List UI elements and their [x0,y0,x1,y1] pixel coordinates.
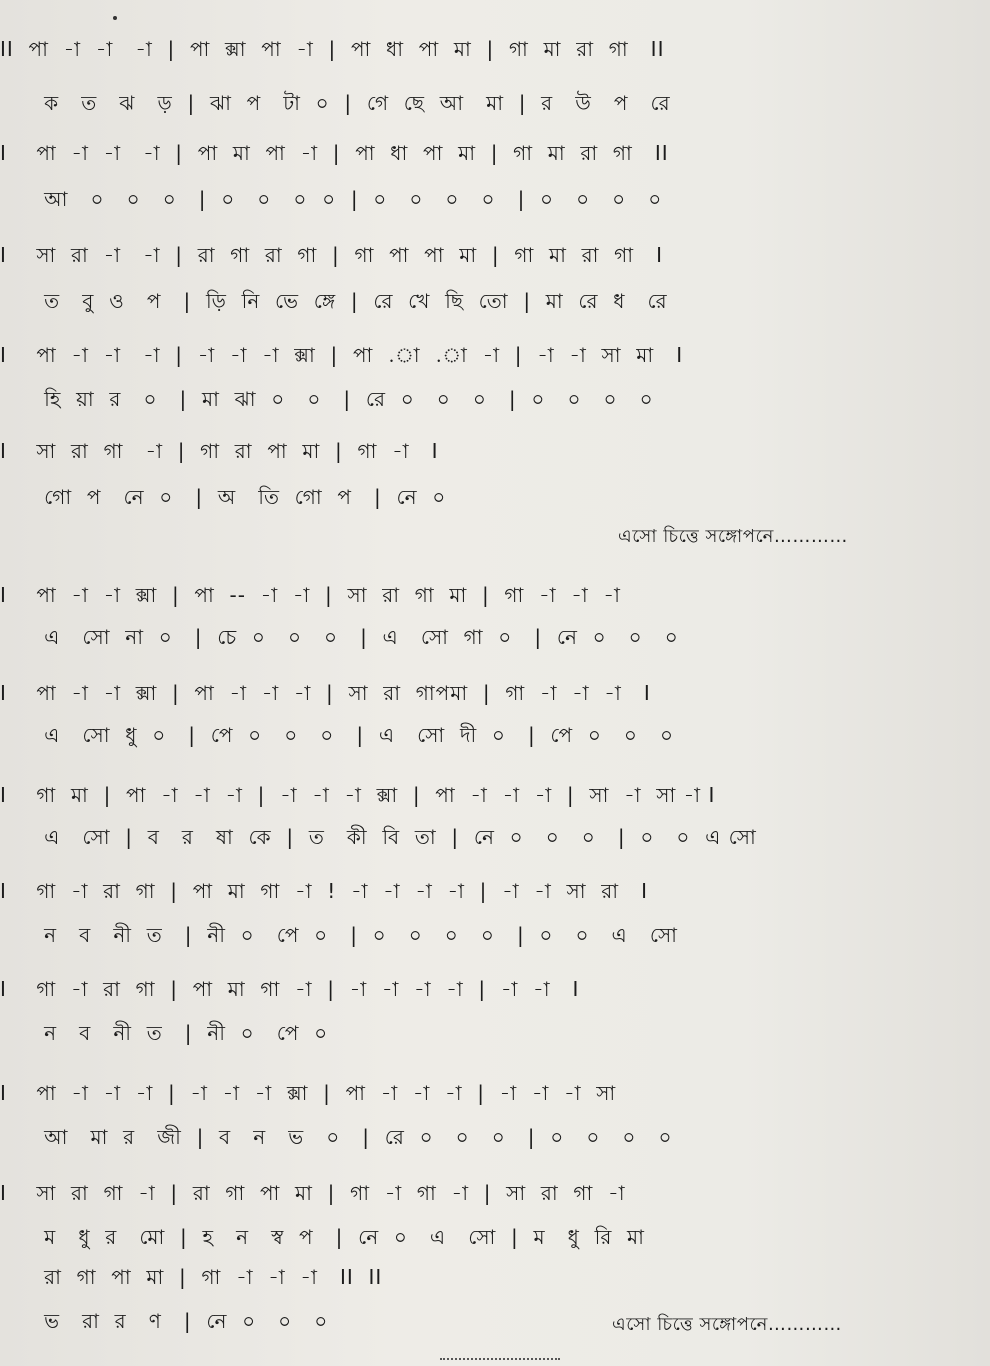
page-edge-mark [440,1358,560,1364]
lyric-line: গো প নে ০ | অ তি গো প | নে ০ [0,485,447,509]
page-mark [113,16,117,20]
notation-line: I সা রা -া -া | রা গা রা গা | গা পা পা মা | গা মা রা গা I [0,243,663,267]
notation-line: I গা মা | পা -া -া -া | -া -া -া ক্সা | পা -া -া -া | সা -া সা -া I [0,783,716,807]
notation-line: II পা -া -া -া | পা ক্সা পা -া | পা ধা পা মা | গা মা রা গা II [0,37,665,61]
notation-line: I পা -া -া ক্সা | পা -া -া -া | সা রা গাপমা | গা -া -া -া I [0,681,651,705]
lyric-line: আ ০ ০ ০ | ০ ০ ০ ০ | ০ ০ ০ ০ | ০ ০ ০ ০ [0,187,663,211]
lyric-line: ন ব নী ত | নী ০ পে ০ [0,1021,329,1045]
notation-line: I সা রা গা -া | গা রা পা মা | গা -া I [0,439,439,463]
section-caption: এসো চিত্তে সঙ্গোপনে………… [612,1314,842,1335]
lyric-line: ম ধু র মো | হ ন স্ব প | নে ০ এ সো | ম ধু রি মা [0,1225,645,1249]
lyric-line: এ সো | ব র ষা কে | ত কী বি তা | নে ০ ০ ০ | ০ ০ এ সো [0,825,757,849]
notation-line: I পা -া -া -া | পা মা পা -া | পা ধা পা মা | গা মা রা গা II [0,141,669,165]
lyric-line: এ সো ধু ০ | পে ০ ০ ০ | এ সো দী ০ | পে ০ ০ ০ [0,723,674,747]
section-caption: এসো চিত্তে সঙ্গোপনে………… [618,526,848,547]
notation-line: রা গা পা মা | গা -া -া -া II II [0,1265,383,1289]
notation-line: I পা -া -া -া | -া -া -া ক্সা | পা -া -া -া | -া -া -া সা [0,1081,617,1105]
lyric-line: ন ব নী ত | নী ০ পে ০ | ০ ০ ০ ০ | ০ ০ এ সো [0,923,678,947]
lyric-line: এ সো না ০ | চে ০ ০ ০ | এ সো গা ০ | নে ০ ০ ০ [0,625,679,649]
lyric-line: ক ত ঝ ড় | ঝা প টা ০ | গে ছে আ মা | র উ প রে [0,91,671,115]
notation-line: I সা রা গা -া | রা গা পা মা | গা -া গা -া | সা রা গা -া [0,1181,626,1205]
lyric-line: আ মা র জী | ব ন ভ ০ | রে ০ ০ ০ | ০ ০ ০ ০ [0,1125,673,1149]
notation-line: I গা -া রা গা | পা মা গা -া | -া -া -া -া | -া -া I [0,977,580,1001]
notation-line: I পা -া -া -া | -া -া -া ক্সা | পা .া .া -া | -া -া সা মা I [0,343,684,367]
notation-line: I পা -া -া ক্সা | পা -- -া -া | সা রা গা মা | গা -া -া -া [0,583,621,607]
lyric-line: হি য়া র ০ | মা ঝা ০ ০ | রে ০ ০ ০ | ০ ০ ০ ০ [0,387,654,411]
lyric-line: ভ রা র ণ | নে ০ ০ ০ [0,1309,329,1333]
notation-line: I গা -া রা গা | পা মা গা -া ! -া -া -া -া | -া -া সা রা I [0,879,648,903]
lyric-line: ত বু ও প | ড়ি নি ভে ঙ্গে | রে খে ছি তো | মা রে ধ রে [0,289,668,313]
